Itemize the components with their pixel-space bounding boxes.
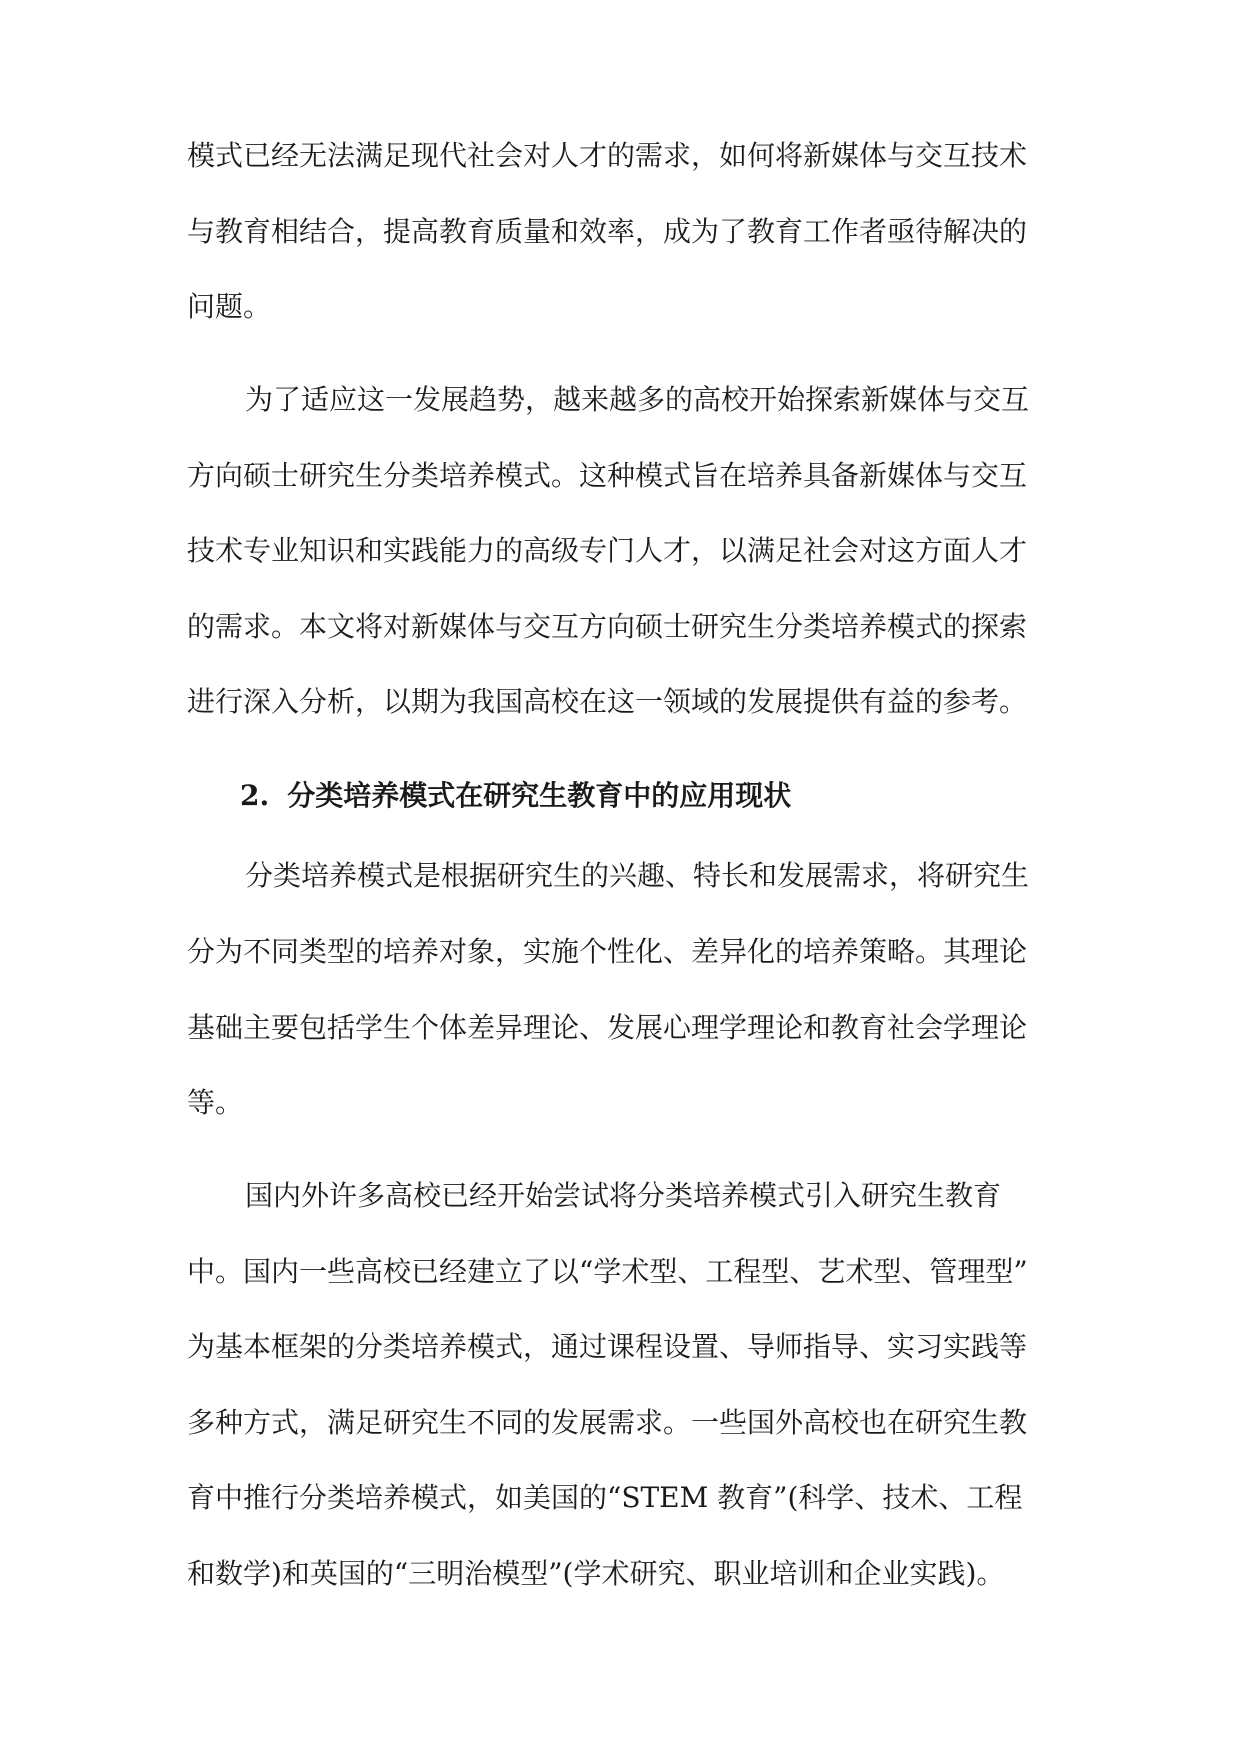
paragraph-line: 与教育相结合，提高教育质量和效率，成为了教育工作者亟待解决的 xyxy=(187,215,1028,248)
paragraph-line: 模式已经无法满足现代社会对人才的需求，如何将新媒体与交互技术 xyxy=(187,139,1028,172)
paragraph-line: 方向硕士研究生分类培养模式。这种模式旨在培养具备新媒体与交互 xyxy=(187,459,1028,492)
paragraph-line: 国内外许多高校已经开始尝试将分类培养模式引入研究生教育 xyxy=(245,1179,1002,1212)
paragraph-line: 进行深入分析，以期为我国高校在这一领域的发展提供有益的参考。 xyxy=(187,685,1028,718)
paragraph-line: 等。 xyxy=(187,1086,244,1119)
paragraph-line: 为基本框架的分类培养模式，通过课程设置、导师指导、实习实践等 xyxy=(187,1330,1028,1363)
paragraph-line: 基础主要包括学生个体差异理论、发展心理学理论和教育社会学理论 xyxy=(187,1011,1028,1044)
paragraph-line: 问题。 xyxy=(187,290,272,323)
paragraph-line: 多种方式，满足研究生不同的发展需求。一些国外高校也在研究生教 xyxy=(187,1406,1028,1439)
paragraph-line: 和数学)和英国的“三明治模型”(学术研究、职业培训和企业实践)。 xyxy=(187,1557,1005,1590)
paragraph-line: 中。国内一些高校已经建立了以“学术型、工程型、艺术型、管理型” xyxy=(187,1255,1028,1288)
paragraph-line: 的需求。本文将对新媒体与交互方向硕士研究生分类培养模式的探索 xyxy=(187,610,1028,643)
paragraph-line: 分类培养模式是根据研究生的兴趣、特长和发展需求，将研究生 xyxy=(245,859,1030,892)
section-heading xyxy=(240,776,1055,816)
paragraph-line: 育中推行分类培养模式，如美国的“STEM 教育”(科学、技术、工程 xyxy=(187,1481,1023,1514)
section-title: 分类培养模式在研究生教育中的应用现状 xyxy=(287,779,792,812)
paragraph-line: 技术专业知识和实践能力的高级专门人才，以满足社会对这方面人才 xyxy=(187,534,1028,567)
paragraph-line: 为了适应这一发展趋势，越来越多的高校开始探索新媒体与交互 xyxy=(245,383,1030,416)
paragraph-line: 分为不同类型的培养对象，实施个性化、差异化的培养策略。其理论 xyxy=(187,935,1028,968)
section-number: 2. xyxy=(240,779,270,812)
